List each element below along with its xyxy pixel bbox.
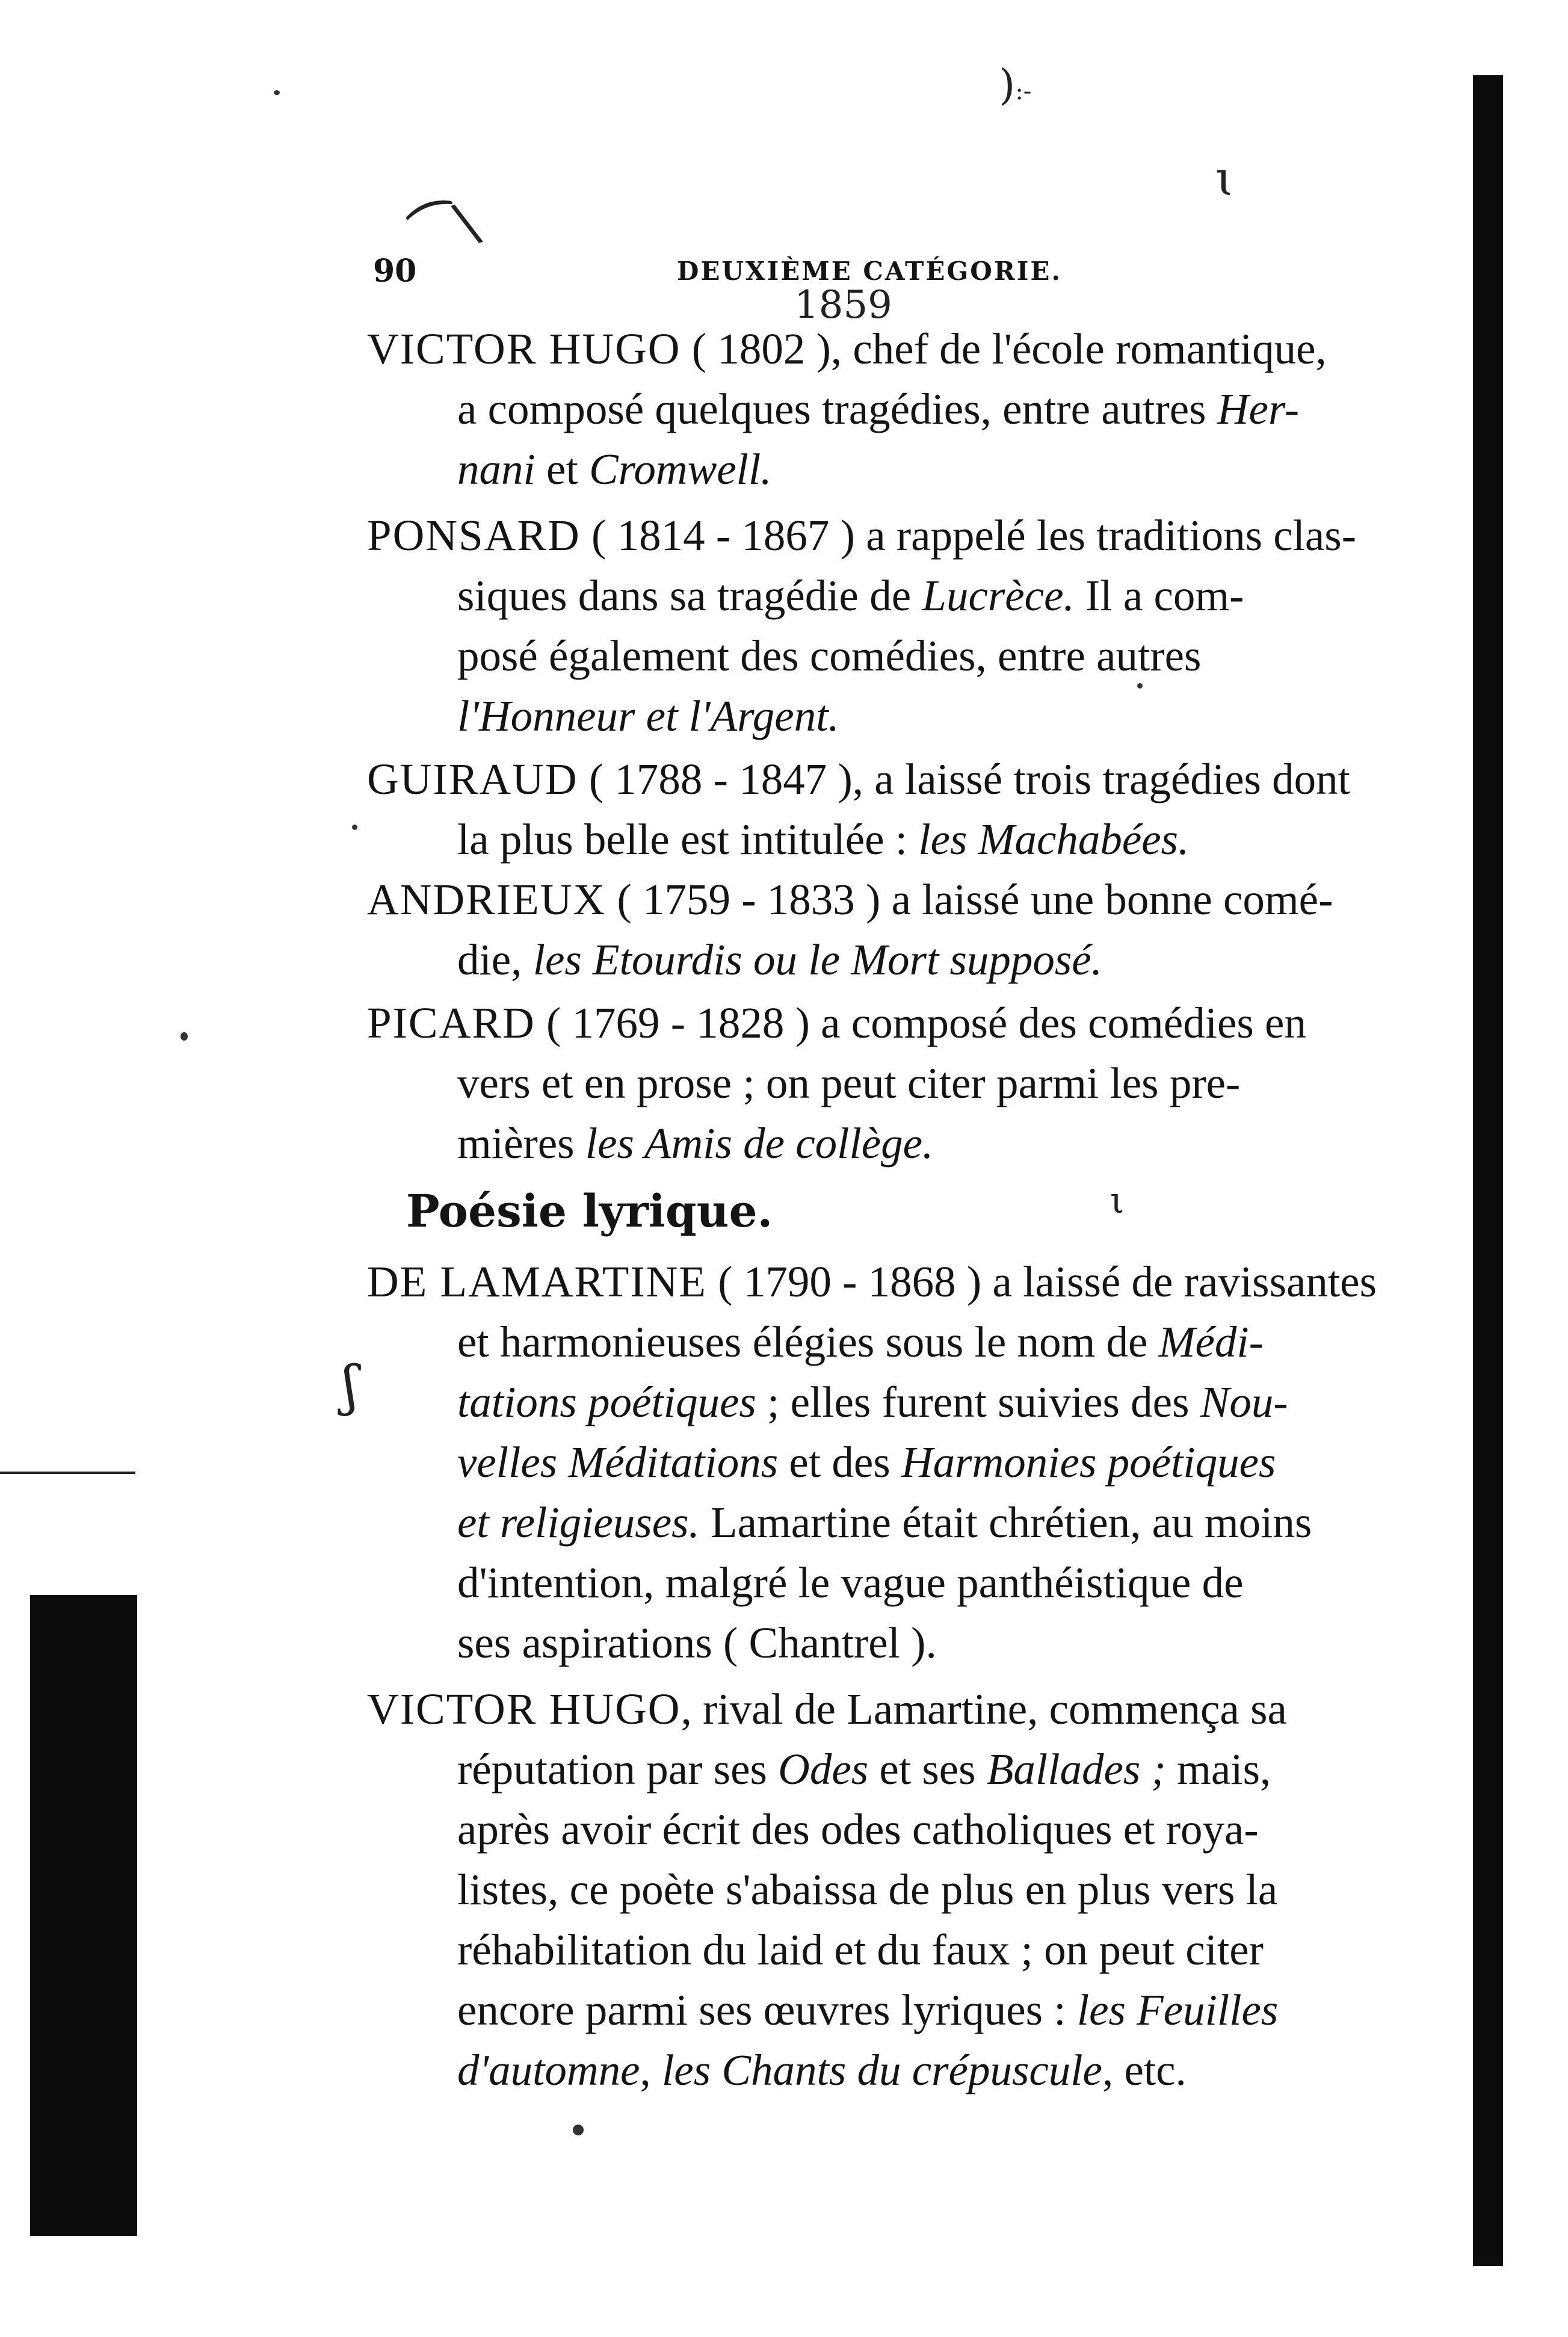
text-segment: , [640,2046,662,2094]
text-line [457,1432,1426,1493]
text-segment: mais, [1165,1745,1271,1794]
ink-speck [573,2125,584,2135]
text-segment: , etc. [1102,2046,1187,2094]
text-line [457,1739,1426,1800]
text-line [367,1679,1426,1739]
text-line [457,1493,1426,1553]
text-segment: ( 1788 - 1847 ), a laissé trois tragédies dont [578,755,1350,803]
text-segment: ( 1790 - 1868 ) a laissé de ravissantes [707,1257,1377,1306]
italic-title: et religieuses. [457,1498,700,1547]
text-line [457,626,1426,686]
author-name: PICARD [367,998,536,1047]
ink-speck [274,90,280,95]
author-name: VICTOR HUGO [367,1685,681,1733]
text-segment: ( 1769 - 1828 ) a composé des comédies en [535,998,1306,1047]
italic-title: les Feuilles [1076,1986,1279,2034]
text-line [457,686,839,746]
text-segment: ( 1814 - 1867 ) a rappelé les traditions clas- [580,511,1357,560]
text-segment: et des [778,1438,901,1487]
italic-title: tations poétiques [457,1378,756,1426]
text-line [457,379,1426,439]
text-segment: die, [457,935,533,984]
scan-edge-bar-left [30,1595,137,2236]
handwritten-mark: ι [1110,1180,1125,1222]
text-segment: ( 1759 - 1833 ) a laissé une bonne comé- [606,875,1333,924]
handwritten-margin-note: 1859 [794,283,892,327]
text-segment: siques dans sa tragédie de [457,571,922,620]
text-segment: encore parmi ses œuvres lyriques : [457,1986,1077,2034]
italic-title: Her- [1217,385,1300,433]
text-segment: et [535,445,589,494]
author-name: PONSARD [367,511,581,560]
italic-title: les Chants du crépuscule [662,2046,1102,2094]
text-segment: réputation par ses [457,1745,779,1794]
italic-title: nani [457,445,536,494]
italic-title: Nou- [1200,1378,1288,1426]
text-segment: après avoir écrit des odes catholiques et roya- [457,1805,1259,1854]
text-line [367,749,1426,809]
text-line [457,1980,1426,2040]
text-line [457,809,1189,870]
scan-edge-bar-right [1473,75,1503,2266]
text-line [457,439,772,500]
text-line [457,1113,933,1174]
text-segment: et ses [868,1745,987,1794]
handwritten-mark: ʃ [343,1354,358,1417]
italic-title: Cromwell. [588,445,772,494]
author-name: ANDRIEUX [367,875,607,924]
italic-title: les Amis de collège. [585,1119,934,1168]
text-line [457,1920,1426,1980]
author-name: DE LAMARTINE [367,1257,708,1306]
italic-title: l'Honneur et l'Argent. [457,692,839,740]
text-line [457,1800,1426,1860]
italic-title: Harmonies poétiques [901,1438,1276,1487]
page-number: 90 [373,253,417,289]
text-line [457,1613,937,1673]
italic-title: Odes [778,1745,869,1794]
italic-title: Ballades ; [986,1745,1166,1794]
text-line [367,1252,1426,1312]
text-segment: la plus belle est intitulée : [457,815,919,864]
text-segment: d'intention, malgré le vague panthéistique de [457,1558,1244,1607]
text-segment: listes, ce poète s'abaissa de plus en plus vers la [457,1865,1278,1914]
text-line [367,319,1426,379]
ink-speck [352,825,357,830]
italic-title: les Etourdis ou le Mort supposé. [532,935,1102,984]
text-line [367,993,1426,1053]
text-line [457,1312,1426,1372]
text-segment: a composé quelques tragédies, entre autres [457,385,1217,433]
text-segment: et harmonieuses élégies sous le nom de [457,1317,1159,1366]
text-segment: Lamartine était chrétien, au moins [699,1498,1312,1547]
italic-title: d'automne [457,2046,640,2094]
italic-title: les Machabées. [918,815,1190,864]
text-segment: vers et en prose ; on peut citer parmi les pre- [457,1059,1241,1107]
italic-title: velles Méditations [457,1438,779,1487]
author-name: GUIRAUD [367,755,578,803]
scan-rule-line [0,1472,135,1474]
handwritten-mark: ɩ [1215,150,1235,206]
text-line [457,566,1426,626]
italic-title: Lucrèce. [922,571,1075,620]
handwritten-mark: ):- [999,60,1032,110]
text-line [367,870,1426,930]
handwritten-mark: ⁀\ [406,190,486,271]
text-segment: , rival de Lamartine, commença sa [681,1685,1287,1733]
text-line [457,1553,1426,1613]
text-segment: ( 1802 ), chef de l'école romantique, [681,324,1327,373]
text-segment: mières [457,1119,585,1168]
text-segment: Il a com- [1074,571,1244,620]
section-title: Poésie lyrique. [406,1186,773,1237]
text-line [457,1053,1426,1113]
text-segment: ; elles furent suivies des [756,1378,1200,1426]
text-line [457,1860,1426,1920]
text-segment: réhabilitation du laid et du faux ; on peut citer [457,1925,1264,1974]
text-segment: posé également des comédies, entre autres [457,631,1202,680]
running-head: DEUXIÈME CATÉGORIE. [677,256,1063,286]
text-segment: ses aspirations ( Chantrel ). [457,1618,937,1667]
text-line [457,2040,1187,2100]
italic-title: Médi- [1158,1317,1264,1366]
text-line [457,1372,1426,1432]
ink-speck [181,1032,188,1041]
text-line [367,506,1426,566]
author-name: VICTOR HUGO [367,324,681,373]
text-line [457,930,1102,990]
